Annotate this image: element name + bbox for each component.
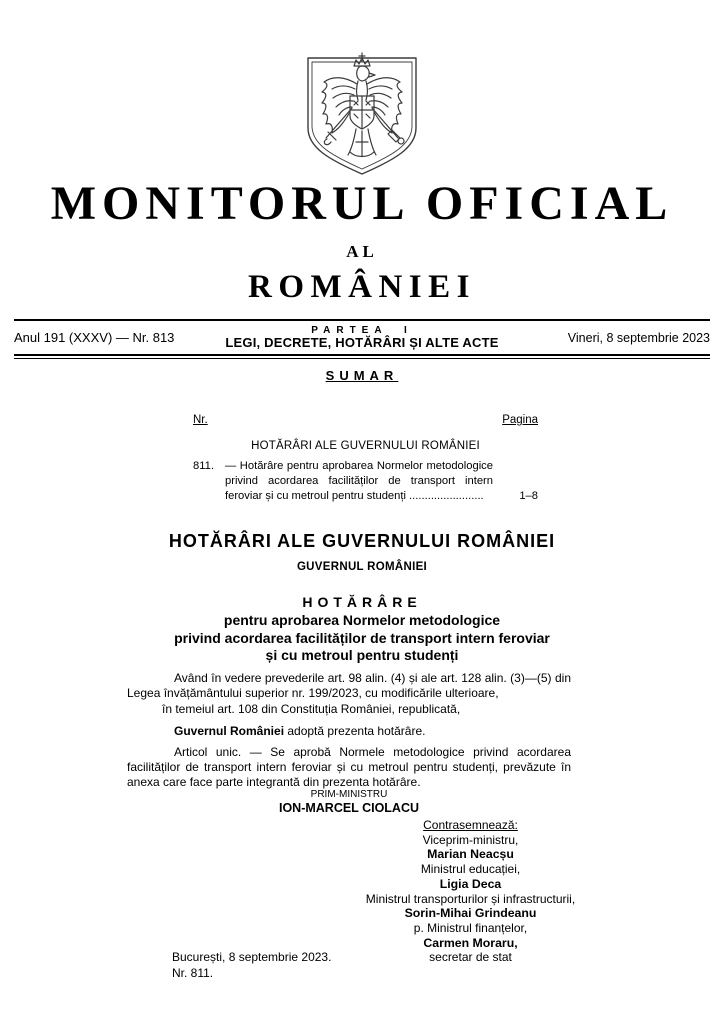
issue-number: Anul 191 (XXXV) — Nr. 813 <box>14 330 175 345</box>
act-type-heading: HOTĂRÂRE <box>302 594 422 610</box>
emblem-container <box>0 52 724 183</box>
summary-col-page: Pagina <box>502 414 538 426</box>
preamble-text: Având în vedere prevederile art. 98 alin. (4) și ale art. 128 alin. (3)—(5) din Legea învățământului superior nr. 199/2023, cu modificările ulterioare, <box>127 671 571 700</box>
legal-basis-text: în temeiul art. 108 din Constituția României, republicată, <box>162 702 461 716</box>
pm-title: PRIM-MINISTRU <box>310 789 388 800</box>
summary-entry-row <box>193 459 538 504</box>
act-title-line: pentru aprobarea Normelor metodologice <box>223 612 501 628</box>
adoption-issuer: Guvernul României <box>174 724 285 738</box>
countersign-block <box>328 818 613 965</box>
section-heading: HOTĂRÂRI ALE GUVERNULUI ROMÂNIEI <box>168 531 556 551</box>
summary-entry-pages: 1–8 <box>519 490 538 502</box>
act-title <box>0 612 724 665</box>
masthead-title: MONITORUL OFICIAL <box>50 177 674 230</box>
masthead-connector: AL <box>346 242 378 261</box>
adoption-text <box>127 724 571 739</box>
signatory-suffix: secretar de stat <box>429 950 512 965</box>
article-paragraph <box>127 745 571 790</box>
band-bottom-rule <box>14 354 710 359</box>
summary-col-number: Nr. <box>193 414 208 426</box>
signatory-role: Ministrul transporturilor și infrastructurii, <box>365 891 576 906</box>
signatory-name: Ligia Deca <box>439 876 502 891</box>
act-number: Nr. 811. <box>172 965 214 980</box>
summary-title: SUMAR <box>325 368 399 383</box>
issuer-heading: GUVERNUL ROMÂNIEI <box>296 561 428 573</box>
adoption-rest: adoptă prezenta hotărâre. <box>284 724 426 738</box>
signatory-name: Marian Neacșu <box>427 847 514 862</box>
signatory-role: Viceprim-ministru, <box>422 832 519 847</box>
summary-table <box>193 414 538 504</box>
signatory-role: p. Ministrul finanțelor, <box>413 920 528 935</box>
article-text: Articol unic. — Se aprobă Normele metodologice privind acordarea facilităților de transport intern feroviar și cu metroul pentru studenți, prevăzute în anexa care face parte integrantă din prezenta hotărâre. <box>127 745 571 789</box>
summary-entry-title: — Hotărâre pentru aprobarea Normelor metodologice privind acordarea facilităților de transport intern feroviar și cu metroul pentru studenți <box>225 460 493 502</box>
romania-coat-of-arms-icon <box>298 52 426 178</box>
signatory-role: Ministrul educației, <box>420 862 521 877</box>
summary-entry-number: 811. <box>193 460 214 472</box>
adoption-line <box>127 724 571 739</box>
act-title-line: privind acordarea facilităților de transport intern feroviar <box>174 629 550 646</box>
signatory-name: Sorin-Mihai Grindeanu <box>404 906 537 921</box>
summary-section-heading: HOTĂRÂRI ALE GUVERNULUI ROMÂNIEI <box>251 440 480 452</box>
summary-entry-leader-dots: ........................ <box>405 490 484 502</box>
legal-basis-paragraph <box>127 702 571 717</box>
issue-part <box>225 325 498 350</box>
act-footer <box>172 950 331 981</box>
act-title-line: și cu metroul pentru studenți <box>265 647 459 663</box>
preamble-paragraph <box>127 671 571 701</box>
signatory-name: Carmen Moraru, <box>423 935 518 950</box>
summary-entry-text <box>225 459 493 504</box>
pm-name: ION-MARCEL CIOLACU <box>278 801 420 815</box>
part-subtitle: LEGI, DECRETE, HOTĂRÂRI ȘI ALTE ACTE <box>225 335 499 350</box>
summary-table-header <box>193 414 538 426</box>
countersign-heading: Contrasemnează: <box>423 818 518 832</box>
part-label: PARTEA I <box>311 325 413 336</box>
prime-minister-block <box>127 789 571 816</box>
issue-band <box>14 319 710 359</box>
place-and-date: București, 8 septembrie 2023. <box>172 950 332 964</box>
issue-date: Vineri, 8 septembrie 2023 <box>567 330 710 345</box>
masthead-country: ROMÂNIEI <box>247 269 476 305</box>
